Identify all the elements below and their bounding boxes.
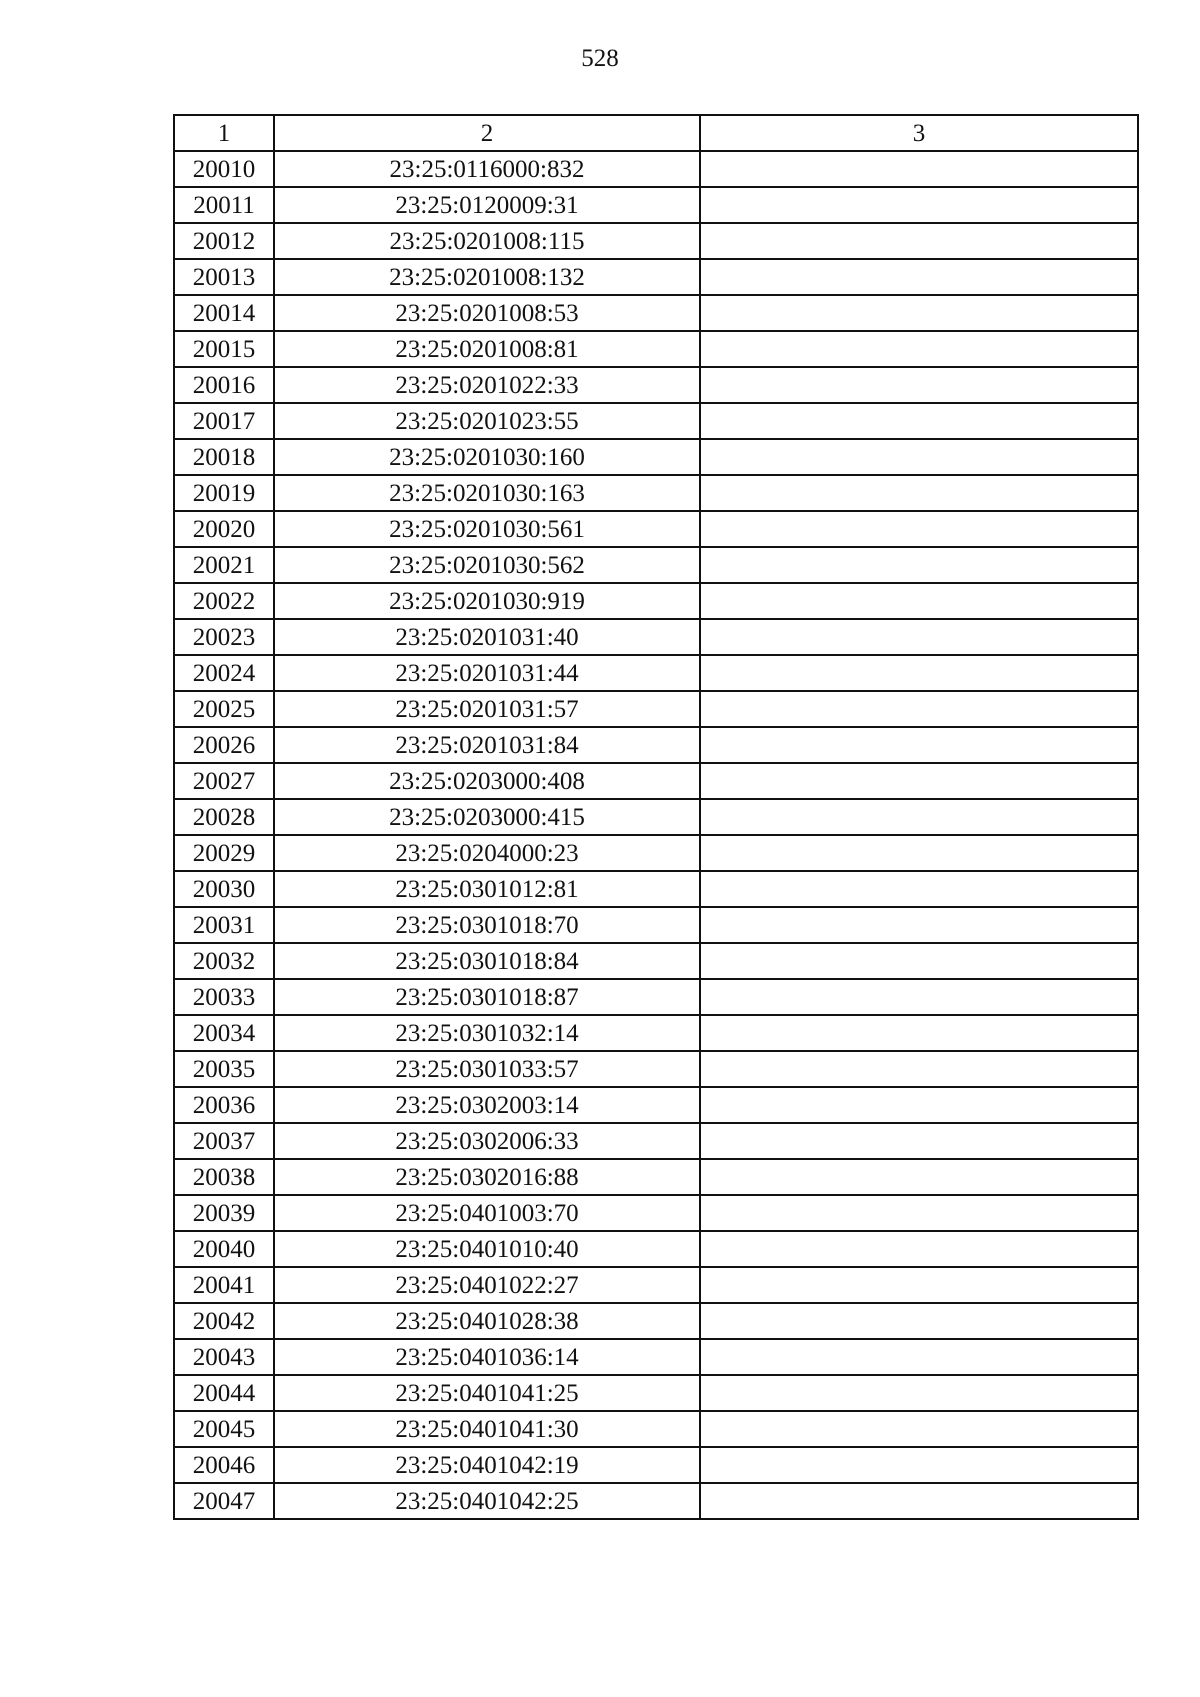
table-row: [174, 583, 1138, 619]
cadastral-number-cell: 23:25:0301012:81: [274, 871, 700, 907]
row-number-cell: 20043: [174, 1339, 274, 1375]
table-row: [174, 871, 1138, 907]
cadastral-number-cell: 23:25:0201030:163: [274, 475, 700, 511]
row-number-cell: 20033: [174, 979, 274, 1015]
row-number-cell: 20042: [174, 1303, 274, 1339]
note-cell: [700, 1195, 1138, 1231]
cadastral-number-cell: 23:25:0201008:115: [274, 223, 700, 259]
row-number-cell: 20012: [174, 223, 274, 259]
row-number-cell: 20028: [174, 799, 274, 835]
row-number-cell: 20025: [174, 691, 274, 727]
note-cell: [700, 295, 1138, 331]
note-cell: [700, 547, 1138, 583]
cadastral-number-cell: 23:25:0201008:53: [274, 295, 700, 331]
cadastral-number-cell: 23:25:0201030:160: [274, 439, 700, 475]
row-number-cell: 20027: [174, 763, 274, 799]
table-row: [174, 403, 1138, 439]
table-row: [174, 655, 1138, 691]
row-number-cell: 20029: [174, 835, 274, 871]
note-cell: [700, 331, 1138, 367]
row-number-cell: 20015: [174, 331, 274, 367]
note-cell: [700, 1051, 1138, 1087]
table-row: [174, 1051, 1138, 1087]
table-row: [174, 1375, 1138, 1411]
cadastral-number-cell: 23:25:0201031:84: [274, 727, 700, 763]
note-cell: [700, 799, 1138, 835]
table-row: [174, 1267, 1138, 1303]
table-row: [174, 259, 1138, 295]
note-cell: [700, 1483, 1138, 1519]
row-number-cell: 20018: [174, 439, 274, 475]
row-number-cell: 20017: [174, 403, 274, 439]
note-cell: [700, 943, 1138, 979]
cadastral-number-cell: 23:25:0301018:87: [274, 979, 700, 1015]
row-number-cell: 20014: [174, 295, 274, 331]
table-header-row: [174, 115, 1138, 151]
row-number-cell: 20036: [174, 1087, 274, 1123]
table-row: [174, 439, 1138, 475]
cadastral-number-cell: 23:25:0401028:38: [274, 1303, 700, 1339]
note-cell: [700, 259, 1138, 295]
table-row: [174, 763, 1138, 799]
table-row: [174, 223, 1138, 259]
table-row: [174, 979, 1138, 1015]
row-number-cell: 20011: [174, 187, 274, 223]
table-row: [174, 691, 1138, 727]
note-cell: [700, 367, 1138, 403]
note-cell: [700, 1411, 1138, 1447]
row-number-cell: 20016: [174, 367, 274, 403]
cadastral-number-cell: 23:25:0301033:57: [274, 1051, 700, 1087]
table-row: [174, 835, 1138, 871]
row-number-cell: 20032: [174, 943, 274, 979]
row-number-cell: 20044: [174, 1375, 274, 1411]
row-number-cell: 20021: [174, 547, 274, 583]
note-cell: [700, 1339, 1138, 1375]
row-number-cell: 20047: [174, 1483, 274, 1519]
table-row: [174, 511, 1138, 547]
cadastral-number-cell: 23:25:0201030:919: [274, 583, 700, 619]
note-cell: [700, 691, 1138, 727]
cadastral-number-cell: 23:25:0120009:31: [274, 187, 700, 223]
table-row: [174, 1339, 1138, 1375]
table-row: [174, 1123, 1138, 1159]
cadastral-number-cell: 23:25:0401022:27: [274, 1267, 700, 1303]
table-row: [174, 367, 1138, 403]
note-cell: [700, 1123, 1138, 1159]
table-row: [174, 1159, 1138, 1195]
cadastral-number-cell: 23:25:0201022:33: [274, 367, 700, 403]
cadastral-number-cell: 23:25:0401003:70: [274, 1195, 700, 1231]
cadastral-number-cell: 23:25:0401010:40: [274, 1231, 700, 1267]
row-number-cell: 20034: [174, 1015, 274, 1051]
row-number-cell: 20038: [174, 1159, 274, 1195]
note-cell: [700, 403, 1138, 439]
table-row: [174, 547, 1138, 583]
table-row: [174, 1015, 1138, 1051]
note-cell: [700, 583, 1138, 619]
note-cell: [700, 1231, 1138, 1267]
table-row: [174, 1411, 1138, 1447]
note-cell: [700, 1447, 1138, 1483]
note-cell: [700, 1303, 1138, 1339]
column-header-2: 2: [274, 115, 700, 151]
note-cell: [700, 727, 1138, 763]
cadastral-number-cell: 23:25:0203000:408: [274, 763, 700, 799]
table-row: [174, 1231, 1138, 1267]
cadastral-number-cell: 23:25:0201031:44: [274, 655, 700, 691]
cadastral-number-cell: 23:25:0401041:25: [274, 1375, 700, 1411]
note-cell: [700, 619, 1138, 655]
note-cell: [700, 187, 1138, 223]
row-number-cell: 20013: [174, 259, 274, 295]
row-number-cell: 20037: [174, 1123, 274, 1159]
table-row: [174, 727, 1138, 763]
cadastral-number-cell: 23:25:0401042:25: [274, 1483, 700, 1519]
cadastral-number-cell: 23:25:0201023:55: [274, 403, 700, 439]
cadastral-number-cell: 23:25:0204000:23: [274, 835, 700, 871]
table-row: [174, 295, 1138, 331]
cadastral-number-cell: 23:25:0302016:88: [274, 1159, 700, 1195]
note-cell: [700, 223, 1138, 259]
cadastral-number-cell: 23:25:0201031:40: [274, 619, 700, 655]
cadastral-number-cell: 23:25:0401036:14: [274, 1339, 700, 1375]
row-number-cell: 20019: [174, 475, 274, 511]
note-cell: [700, 979, 1138, 1015]
row-number-cell: 20040: [174, 1231, 274, 1267]
table-row: [174, 619, 1138, 655]
table-row: [174, 943, 1138, 979]
cadastral-number-cell: 23:25:0201008:81: [274, 331, 700, 367]
table-row: [174, 1087, 1138, 1123]
note-cell: [700, 1015, 1138, 1051]
column-header-1: 1: [174, 115, 274, 151]
cadastral-number-cell: 23:25:0201030:561: [274, 511, 700, 547]
note-cell: [700, 1159, 1138, 1195]
row-number-cell: 20026: [174, 727, 274, 763]
cadastral-number-cell: 23:25:0201031:57: [274, 691, 700, 727]
row-number-cell: 20022: [174, 583, 274, 619]
table-row: [174, 1303, 1138, 1339]
table-row: [174, 475, 1138, 511]
note-cell: [700, 871, 1138, 907]
cadastral-number-cell: 23:25:0302003:14: [274, 1087, 700, 1123]
table-body: [174, 151, 1138, 1519]
cadastral-number-cell: 23:25:0301018:70: [274, 907, 700, 943]
page-number: 528: [581, 45, 619, 72]
table-row: [174, 907, 1138, 943]
note-cell: [700, 475, 1138, 511]
column-header-3: 3: [700, 115, 1138, 151]
note-cell: [700, 1087, 1138, 1123]
cadastral-number-cell: 23:25:0302006:33: [274, 1123, 700, 1159]
row-number-cell: 20039: [174, 1195, 274, 1231]
note-cell: [700, 439, 1138, 475]
table-row: [174, 1195, 1138, 1231]
note-cell: [700, 151, 1138, 187]
row-number-cell: 20035: [174, 1051, 274, 1087]
note-cell: [700, 835, 1138, 871]
row-number-cell: 20031: [174, 907, 274, 943]
table-row: [174, 187, 1138, 223]
row-number-cell: 20045: [174, 1411, 274, 1447]
note-cell: [700, 763, 1138, 799]
row-number-cell: 20020: [174, 511, 274, 547]
table-row: [174, 1483, 1138, 1519]
row-number-cell: 20023: [174, 619, 274, 655]
row-number-cell: 20030: [174, 871, 274, 907]
note-cell: [700, 511, 1138, 547]
table-row: [174, 799, 1138, 835]
cadastral-number-cell: 23:25:0301018:84: [274, 943, 700, 979]
note-cell: [700, 907, 1138, 943]
row-number-cell: 20046: [174, 1447, 274, 1483]
cadastral-number-cell: 23:25:0201008:132: [274, 259, 700, 295]
note-cell: [700, 655, 1138, 691]
cadastral-number-cell: 23:25:0201030:562: [274, 547, 700, 583]
table-row: [174, 1447, 1138, 1483]
row-number-cell: 20010: [174, 151, 274, 187]
cadastral-number-cell: 23:25:0401042:19: [274, 1447, 700, 1483]
cadastral-number-cell: 23:25:0401041:30: [274, 1411, 700, 1447]
row-number-cell: 20024: [174, 655, 274, 691]
registry-table: [173, 114, 1139, 1520]
cadastral-number-cell: 23:25:0203000:415: [274, 799, 700, 835]
table-row: [174, 151, 1138, 187]
cadastral-number-cell: 23:25:0116000:832: [274, 151, 700, 187]
table-row: [174, 331, 1138, 367]
cadastral-number-cell: 23:25:0301032:14: [274, 1015, 700, 1051]
note-cell: [700, 1375, 1138, 1411]
row-number-cell: 20041: [174, 1267, 274, 1303]
note-cell: [700, 1267, 1138, 1303]
